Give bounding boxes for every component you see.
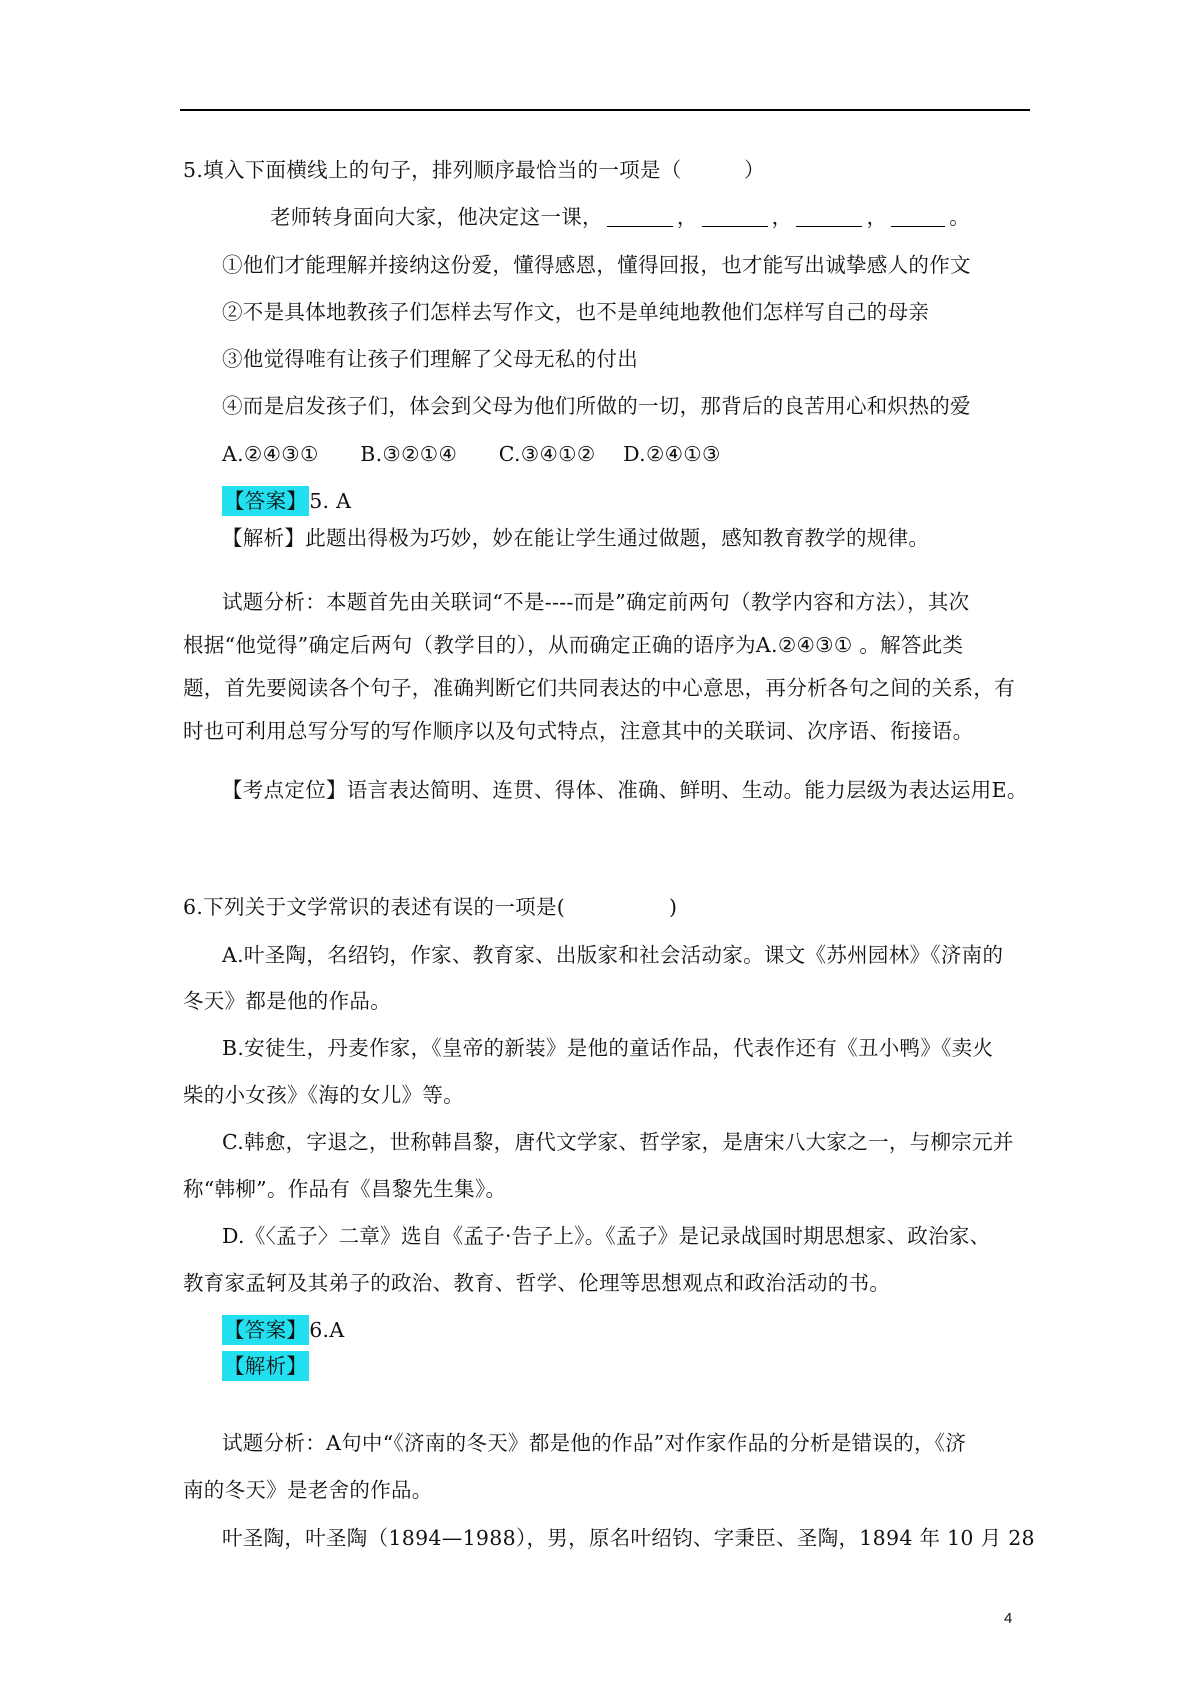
q6-option-a-line-1: A.叶圣陶，名绍钧，作家、教育家、出版家和社会活动家。课文《苏州园林》《济南的: [222, 943, 1004, 967]
q5-stem: 5.填入下面横线上的句子，排列顺序最恰当的一项是（ ）: [183, 158, 765, 182]
q5-detail-line-3: 题，首先要阅读各个句子，准确判断它们共同表达的中心意思，再分析各句之间的关系，有: [183, 676, 1015, 700]
q5-kaodian: 【考点定位】语言表达简明、连贯、得体、准确、鲜明、生动。能力层级为表达运用E。: [222, 778, 1028, 802]
blank-1: [607, 208, 673, 227]
q6-option-d-line-2: 教育家孟轲及其弟子的政治、教育、哲学、伦理等思想观点和政治活动的书。: [183, 1271, 891, 1295]
q5-detail-line-2: 根据“他觉得”确定后两句（教学目的），从而确定正确的语序为A.②④③① 。解答此类: [183, 633, 964, 657]
blank-4: [891, 208, 945, 227]
answer-text: 6.A: [309, 1318, 345, 1342]
q6-option-c-line-2: 称“韩柳”。作品有《昌黎先生集》。: [183, 1177, 507, 1201]
q6-detail-line-3: 叶圣陶，叶圣陶（1894—1988），男，原名叶绍钧、字秉臣、圣陶，1894 年 10 月 28: [222, 1526, 1035, 1550]
q5-answer: [222, 486, 1042, 516]
q6-option-c-line-1: C.韩愈，字退之，世称韩昌黎，唐代文学家、哲学家，是唐宋八大家之一，与柳宗元并: [222, 1130, 1014, 1154]
q6-answer: [222, 1315, 1042, 1345]
blank-3: [796, 208, 862, 227]
answer-text: 5. A: [309, 489, 352, 513]
q5-analysis: 【解析】此题出得极为巧妙，妙在能让学生通过做题，感知教育教学的规律。: [222, 526, 930, 550]
q5-item-3: ③他觉得唯有让孩子们理解了父母无私的付出: [222, 347, 638, 371]
q6-option-b-line-2: 柴的小女孩》《海的女儿》等。: [183, 1083, 464, 1107]
page-number: 4: [1004, 1610, 1013, 1627]
q5-passage: 老师转身面向大家，他决定这一课， ， ， ， 。: [270, 205, 971, 229]
q6-option-d-line-1: D.《〈孟子〉二章》选自《孟子·告子上》。《孟子》是记录战国时期思想家、政治家、: [222, 1224, 991, 1248]
q5-item-1: ①他们才能理解并接纳这份爱，懂得感恩，懂得回报，也才能写出诚挚感人的作文: [222, 253, 971, 277]
q6-option-b-line-1: B.安徒生，丹麦作家，《皇帝的新装》是他的童话作品，代表作还有《丑小鸭》《卖火: [222, 1036, 994, 1060]
q6-detail-line-1: 试题分析：A句中“《济南的冬天》都是他的作品”对作家作品的分析是错误的，《济: [222, 1431, 967, 1455]
q5-item-4: ④而是启发孩子们，体会到父母为他们所做的一切，那背后的良苦用心和炽热的爱: [222, 394, 971, 418]
header-rule: [180, 109, 1030, 111]
q5-detail-line-1: 试题分析：本题首先由关联词“不是----而是”确定前两句（教学内容和方法），其次: [222, 590, 970, 614]
analysis-tag: 【解析】: [222, 1351, 309, 1381]
q5-options: A.②④③① B.③②①④ C.③④①② D.②④①③: [222, 442, 721, 466]
q6-option-a-line-2: 冬天》都是他的作品。: [183, 989, 391, 1013]
q5-passage-prefix: 老师转身面向大家，他决定这一课，: [270, 205, 603, 229]
q6-stem: 6.下列关于文学常识的表述有误的一项是( ): [183, 895, 678, 919]
answer-tag: 【答案】: [222, 486, 309, 516]
q5-detail-line-4: 时也可利用总写分写的写作顺序以及句式特点，注意其中的关联词、次序语、衔接语。: [183, 719, 974, 743]
q6-detail-line-2: 南的冬天》是老舍的作品。: [183, 1478, 433, 1502]
answer-tag: 【答案】: [222, 1315, 309, 1345]
q5-item-2: ②不是具体地教孩子们怎样去写作文，也不是单纯地教他们怎样写自己的母亲: [222, 300, 930, 324]
q6-analysis-tag: [222, 1351, 1042, 1381]
blank-2: [702, 208, 768, 227]
